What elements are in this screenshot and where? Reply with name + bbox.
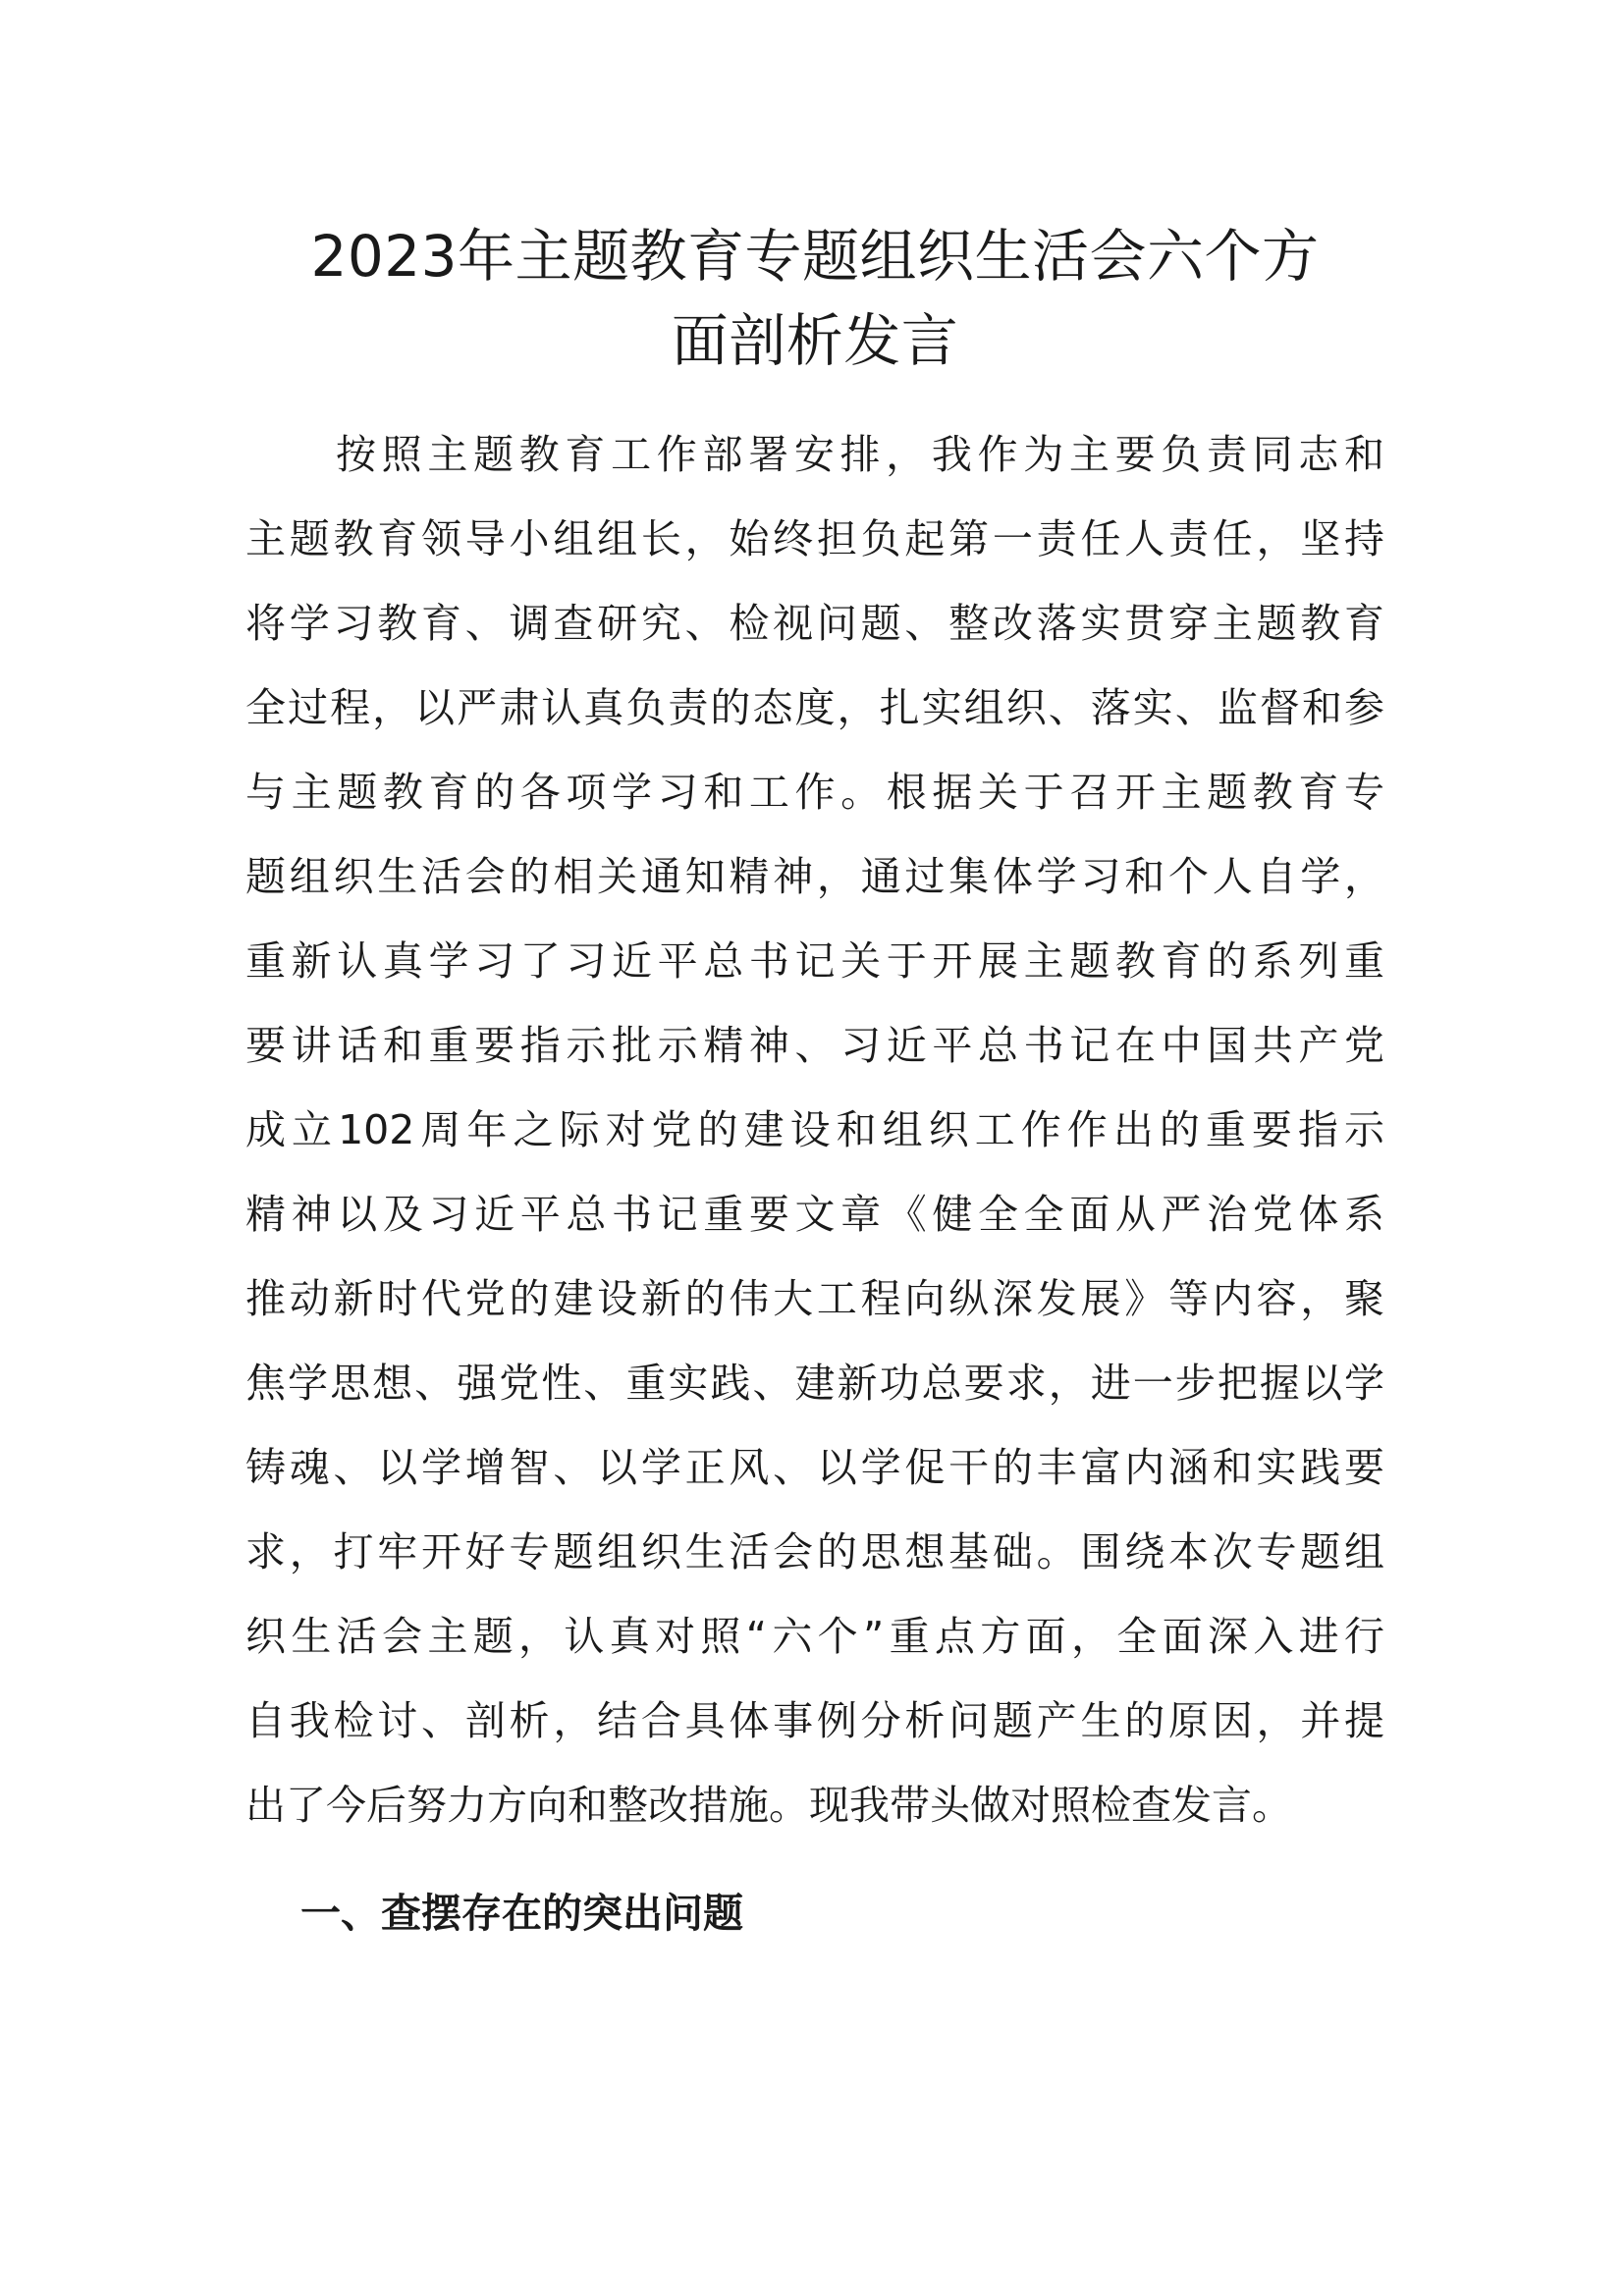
paragraph-line: 按照主题教育工作部署安排，我作为主要负责同志和 — [336, 431, 1384, 478]
paragraph-line: 主题教育领导小组组长，始终担负起第一责任人责任，坚持 — [245, 515, 1384, 562]
paragraph-line: 题组织生活会的相关通知精神，通过集体学习和个人自学， — [245, 853, 1384, 900]
title-line: 2023年主题教育专题组织生活会六个方 — [310, 223, 1320, 290]
paragraph-line: 推动新时代党的建设新的伟大工程向纵深发展》等内容，聚 — [245, 1275, 1384, 1322]
paragraph-line: 求，打牢开好专题组织生活会的思想基础。围绕本次专题组 — [245, 1528, 1384, 1575]
section-heading: 一、查摆存在的突出问题 — [300, 1890, 743, 1937]
paragraph-line: 要讲话和重要指示批示精神、习近平总书记在中国共产党 — [245, 1022, 1384, 1069]
paragraph-line: 全过程，以严肃认真负责的态度，扎实组织、落实、监督和参 — [245, 684, 1384, 731]
paragraph-line: 重新认真学习了习近平总书记关于开展主题教育的系列重 — [245, 937, 1384, 985]
title-line: 面剖析发言 — [671, 307, 959, 374]
paragraph-line: 自我检讨、剖析，结合具体事例分析问题产生的原因，并提 — [245, 1697, 1384, 1744]
paragraph-line: 焦学思想、强党性、重实践、建新功总要求，进一步把握以学 — [245, 1360, 1384, 1407]
document-title — [245, 214, 1384, 383]
paragraph-line: 与主题教育的各项学习和工作。根据关于召开主题教育专 — [245, 769, 1384, 816]
paragraph-line: 织生活会主题，认真对照“六个”重点方面，全面深入进行 — [245, 1613, 1384, 1660]
paragraph-line: 精神以及习近平总书记重要文章《健全全面从严治党体系 — [245, 1191, 1384, 1238]
paragraph-line: 将学习教育、调查研究、检视问题、整改落实贯穿主题教育 — [245, 600, 1384, 647]
paragraph-line: 出了今后努力方向和整改措施。现我带头做对照检查发言。 — [245, 1782, 1292, 1829]
paragraph-line: 铸魂、以学增智、以学正风、以学促干的丰富内涵和实践要 — [245, 1444, 1384, 1491]
paragraph-line: 成立102周年之际对党的建设和组织工作作出的重要指示 — [245, 1106, 1384, 1153]
intro-paragraph — [245, 412, 1384, 1847]
